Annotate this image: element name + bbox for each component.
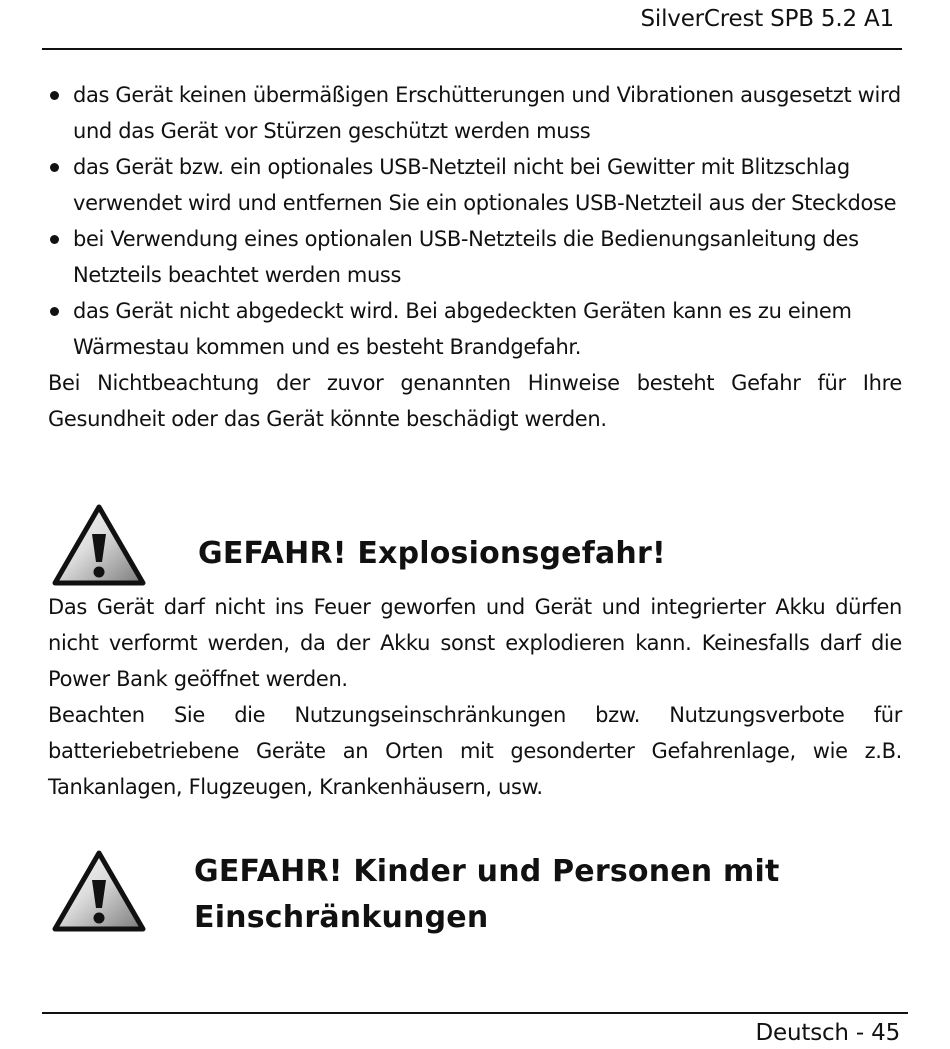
explosion-paragraph: Das Gerät darf nicht ins Feuer geworfen und Gerät und integrierter Akku dürfen nicht verformt werden, da der Akku sonst explodieren kann. Keinesfalls darf die Power Bank geöffnet werden. [48, 595, 902, 691]
list-item: das Gerät bzw. ein optionales USB-Netzteil nicht bei Gewitter mit Blitzschlag verwendet wird und entfernen Sie ein optionales USB-Netzteil aus der Steckdose [48, 149, 902, 221]
page-number: Deutsch - 45 [755, 1020, 900, 1046]
list-item: das Gerät nicht abgedeckt wird. Bei abgedeckten Geräten kann es zu einem Wärmestau kommen und es besteht Brandgefahr. [48, 293, 902, 365]
list-item: bei Verwendung eines optionalen USB-Netzteils die Bedienungsanleitung des Netzteils beachtet werden muss [48, 221, 902, 293]
warning-title: GEFAHR! Explosionsgefahr! [198, 536, 666, 571]
list-item: das Gerät keinen übermäßigen Erschütterungen und Vibrationen ausgesetzt wird und das Gerät vor Stürzen geschützt werden muss [48, 77, 902, 149]
page-header [42, 0, 902, 50]
safety-notes [48, 77, 902, 437]
safety-bullet-list [48, 77, 902, 365]
warning-triangle-icon [52, 504, 146, 586]
intro-paragraph: Bei Nichtbeachtung der zuvor genannten Hinweise besteht Gefahr für Ihre Gesundheit oder das Gerät könnte beschädigt werden. [48, 371, 902, 431]
warning-title: GEFAHR! Kinder und Personen mit Einschränkungen [194, 854, 780, 935]
page-footer [42, 1012, 908, 1046]
warning-triangle-icon [52, 850, 146, 932]
document-title: SilverCrest SPB 5.2 A1 [640, 6, 894, 32]
usage-restrictions-paragraph: Beachten Sie die Nutzungseinschränkungen bzw. Nutzungsverbote für batteriebetriebene Geräte an Orten mit gesonderter Gefahrenlage, wie z.B. Tankanlagen, Flugzeugen, Krankenhäusern, usw. [48, 703, 902, 799]
explosion-warning-body [48, 589, 902, 805]
